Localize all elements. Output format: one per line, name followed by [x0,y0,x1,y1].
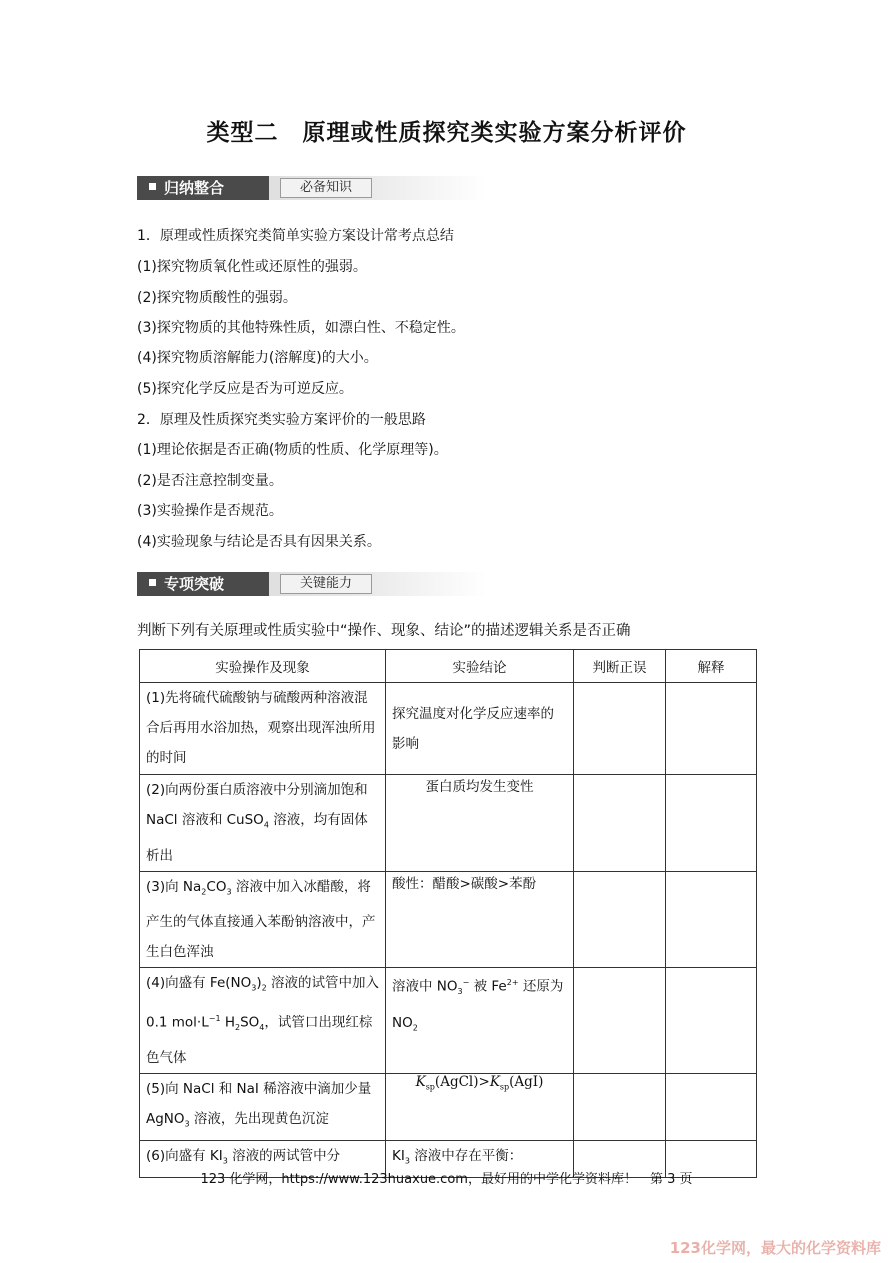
table-row [140,775,757,872]
question-intro: 判断下列有关原理或性质实验中“操作、现象、结论”的描述逻辑关系是否正确 [137,623,631,639]
paragraph: (3)实验操作是否规范。 [137,503,283,519]
table-row [140,968,757,1074]
paragraph: (1)探究物质氧化性或还原性的强弱。 [137,259,367,275]
conclusion-cell: 蛋白质均发生变性 [386,775,574,872]
operation-cell: (6)向盛有 $KI_3$ 溶液的两试管中分 [140,1140,386,1177]
paragraph: (2)是否注意控制变量。 [137,473,283,489]
operation-cell: (3)向 $Na_2CO_3$ 溶液中加入冰醋酸，将产生的气体直接通入苯酚钠溶液中，产生白色浑浊 [140,871,386,968]
section-banner-summary [137,176,487,200]
section-label-text: 专项突破 [164,575,225,593]
judgment-cell[interactable] [574,1074,666,1141]
page-footer: 123 化学网，https://www.123huaxue.com，最好用的中学化学资料库！ 第 3 页 [200,1172,693,1187]
square-bullet-icon [149,579,156,586]
operation-cell: (4)向盛有 $Fe(NO_3)_2$ 溶液的试管中加入 0.1 $mol\cdot L^{-1}$ $H_2SO_4$，试管口出现红棕色气体 [140,968,386,1074]
header-cell: 实验结论 [386,650,574,683]
paragraph: (1)理论依据是否正确(物质的性质、化学原理等)。 [137,442,448,458]
explanation-cell[interactable] [666,871,757,968]
judgment-table [139,649,757,1178]
judgment-cell[interactable] [574,871,666,968]
watermark: 123化学网，最大的化学资料库 [669,1239,881,1257]
operation-cell: (2)向两份蛋白质溶液中分别滴加饱和 NaCl 溶液和 CuSO$_4$ 溶液，均有固体析出 [140,775,386,872]
paragraph: (2)探究物质酸性的强弱。 [137,290,297,306]
paragraph: 1．原理或性质探究类简单实验方案设计常考点总结 [137,228,454,244]
explanation-cell[interactable] [666,1074,757,1141]
conclusion-cell: 溶液中 $NO_3^-$ 被 $Fe^{2+}$ 还原为 $NO_2$ [386,968,574,1074]
header-cell: 判断正误 [574,650,666,683]
paragraph: (4)探究物质溶解能力(溶解度)的大小。 [137,350,378,366]
page-title: 类型二 原理或性质探究类实验方案分析评价 [206,119,687,146]
explanation-cell[interactable] [666,775,757,872]
header-cell: 实验操作及现象 [140,650,386,683]
judgment-cell[interactable] [574,968,666,1074]
paragraph: (3)探究物质的其他特殊性质，如漂白性、不稳定性。 [137,320,465,336]
conclusion-cell: 酸性：醋酸>碳酸>苯酚 [386,871,574,968]
paragraph: (5)探究化学反应是否为可逆反应。 [137,381,353,397]
operation-cell: (5)向 NaCl 和 NaI 稀溶液中滴加少量 AgNO$_3$ 溶液，先出现黄色沉淀 [140,1074,386,1141]
judgment-cell[interactable] [574,683,666,775]
square-bullet-icon [149,183,156,190]
section-tag: 关键能力 [280,574,372,594]
table-row [140,1074,757,1141]
explanation-cell[interactable] [666,968,757,1074]
conclusion-cell: $KI_3$ 溶液中存在平衡： [386,1140,574,1177]
paragraph: 2．原理及性质探究类实验方案评价的一般思路 [137,412,426,428]
explanation-cell[interactable] [666,683,757,775]
conclusion-cell: 探究温度对化学反应速率的影响 [386,683,574,775]
judgment-cell[interactable] [574,775,666,872]
table-header-row [140,650,757,683]
paragraph: (4)实验现象与结论是否具有因果关系。 [137,534,381,550]
section-banner-practice [137,572,487,596]
section-label [137,572,269,596]
section-label [137,176,269,200]
header-cell: 解释 [666,650,757,683]
operation-cell: (1)先将硫代硫酸钠与硫酸两种溶液混合后再用水浴加热，观察出现浑浊所用的时间 [140,683,386,775]
section-tag: 必备知识 [280,178,372,198]
section-label-text: 归纳整合 [164,179,225,197]
table-row [140,683,757,775]
conclusion-cell: $K_{sp}(AgCl)>K_{sp}(AgI)$ [386,1074,574,1141]
table-row [140,871,757,968]
